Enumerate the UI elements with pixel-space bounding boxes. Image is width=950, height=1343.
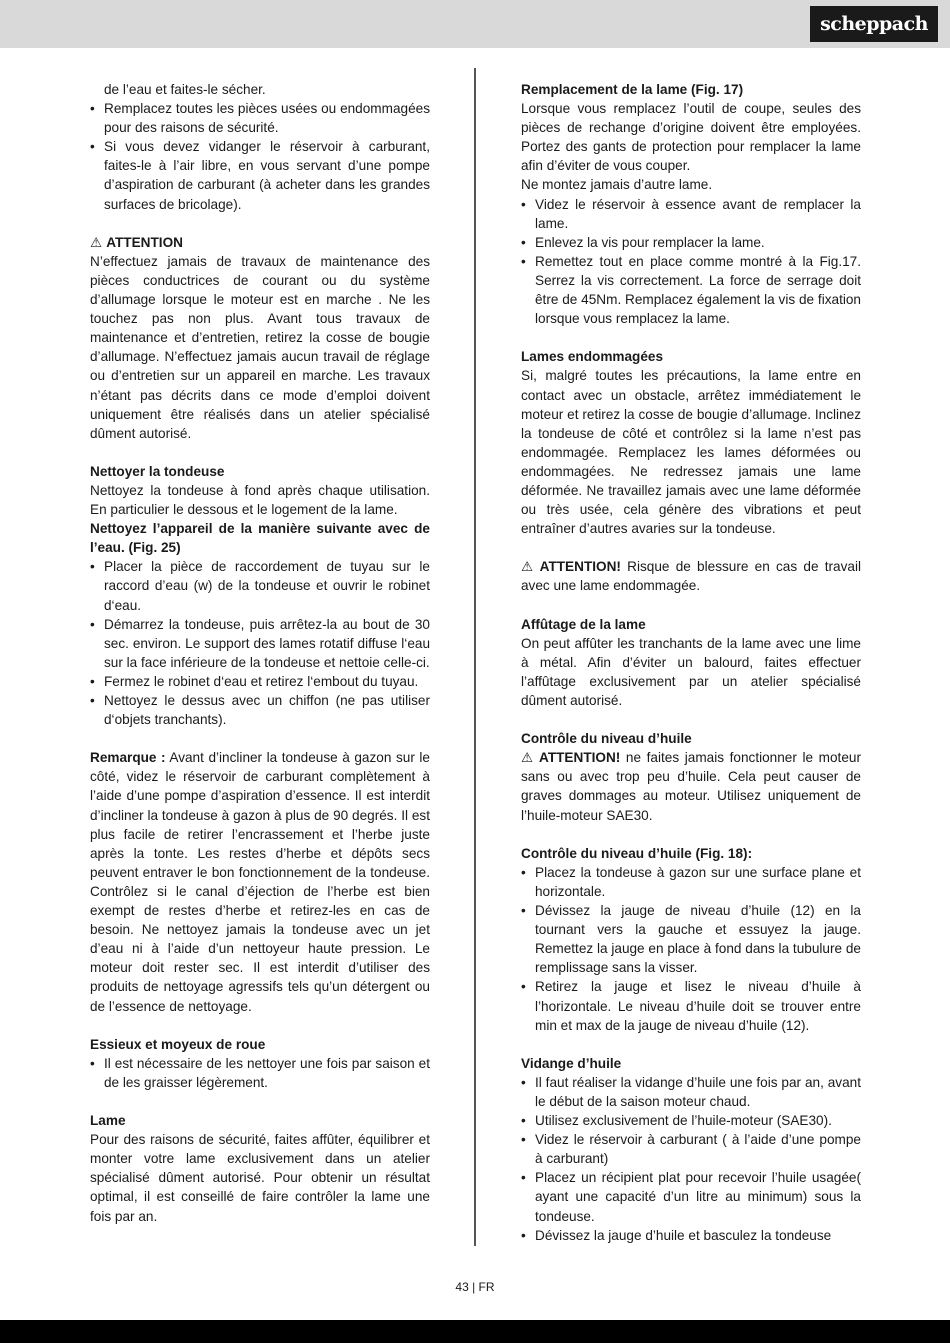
remark-paragraph <box>90 748 430 1015</box>
section-heading-replace: Remplacement de la lame (Fig. 17) <box>521 82 744 97</box>
list-item: • Placez un récipient plat pour recevoir l’huile usagée( ayant une capacité d’un litre au minimum) sous la tondeuse. <box>521 1168 861 1225</box>
attention-paragraph-3 <box>521 748 861 824</box>
section-heading-oil-fig: Contrôle du niveau d’huile (Fig. 18): <box>521 845 753 861</box>
section-heading-axles: Essieux et moyeux de roue <box>90 1036 266 1052</box>
section-heading-blade: Lame <box>90 1113 126 1129</box>
list-item: • Si vous devez vidanger le réservoir à carburant, faites-le à l’air libre, en vous servant d’une pompe d’aspiration de carburant (à acheter dans les grandes surfaces de bricolage). <box>90 137 430 213</box>
section-heading-clean: Nettoyer la tondeuse <box>90 463 225 479</box>
page-number: 43 | FR <box>455 1280 495 1294</box>
warning-icon: ⚠ <box>521 559 536 575</box>
replace-text: Lorsque vous remplacez l’outil de coupe, seules des pièces de rechange d’origine doivent être employées. Portez des gants de protection pour remplacer la lame afin d’éviter de vous couper. <box>521 101 861 174</box>
list-item: • Videz le réservoir à carburant ( à l’aide d’une pompe à carburant) <box>521 1130 861 1168</box>
list-item: • Nettoyez le dessus avec un chiffon (ne pas utiliser d‘objets tranchants). <box>90 691 430 729</box>
list-item: • Démarrez la tondeuse, puis arrêtez-la au bout de 30 sec. environ. Le support des lames rotatif diffuse l‘eau sur la face inférieure de la tondeuse et nettoie celle-ci. <box>90 615 430 672</box>
damaged-text: Si, malgré toutes les précautions, la lame entre en contact avec un obstacle, arrêtez immédiatement le moteur et retirez la cosse de bougie d’allumage. Inclinez la tondeuse de côté et contrôlez si la lame n’est pas endommagée. Remplacez les lames déformées ou endommagées. Ne redressez jamais une lame déformée. Ne travaillez jamais avec une lame déformée ou très usée, cela génère des vibrations et peut entraîner d’autres avaries sur la tondeuse. <box>521 368 861 537</box>
replace-list <box>521 195 861 329</box>
clean-text: Nettoyez la tondeuse à fond après chaque utilisation. En particulier le dessous et le logement de la lame. <box>90 482 430 518</box>
attention-text: Risque de blessure en cas de travail avec une lame endommagée. <box>521 559 862 594</box>
remark-text: Avant d’incliner la tondeuse à gazon sur le côté, videz le réservoir de carburant complètement à l’aide d’une pompe d’aspiration d’essence. Il est interdit d’incliner la tondeuse à gazon à plus de 90 degrés. Il est plus facile de retirer l’encrassement et l’herbe juste après la tonte. Les restes d’herbe et dépôts secs peuvent entraver le bon fonctionnement de la tondeuse. Contrôlez si le canal d’éjection de l’herbe est bien exempt de restes d’herbe et retirez-les en cas de besoin. Ne nettoyez jamais la tondeuse avec un jet d’eau ni à l’aide d’un nettoyeur haute pression. Le moteur doit rester sec. Il est interdit d’utiliser des produits de nettoyage agressifs tels qu’un détergent ou de l’essence de nettoyage. <box>90 750 430 1014</box>
list-item: • Il est nécessaire de les nettoyer une fois par saison et de les graisser légèrement. <box>90 1054 430 1092</box>
list-item: • Utilisez exclusivement de l’huile-moteur (SAE30). <box>521 1111 861 1130</box>
section-heading-damaged: Lames endommagées <box>521 349 664 365</box>
attention-paragraph-2 <box>521 557 861 595</box>
axles-list <box>90 1054 430 1092</box>
list-item: • Remettez tout en place comme montré à la Fig.17. Serrez la vis correctement. La force de serrage doit être de 45Nm. Remplacez également la vis de fixation lorsque vous remplacez la lame. <box>521 252 861 328</box>
replace-text-2: Ne montez jamais d’autre lame. <box>521 177 713 193</box>
column-divider <box>474 68 476 1246</box>
section-heading-drain: Vidange d’huile <box>521 1055 622 1071</box>
list-item: • Il faut réaliser la vidange d’huile une fois par an, avant le début de la saison moteur chaud. <box>521 1073 861 1111</box>
continued-line: de l’eau et faites-le sécher. <box>104 82 266 97</box>
list-item: • Enlevez la vis pour remplacer la lame. <box>521 233 861 252</box>
list-item: • Retirez la jauge et lisez le niveau d’huile à l’horizontale. Le niveau d’huile doit se trouver entre min et max de la jauge de niveau d’huile (12). <box>521 977 861 1034</box>
section-heading-oil: Contrôle du niveau d’huile <box>521 731 692 747</box>
attention-label: ATTENTION! <box>539 559 621 575</box>
remark-label: Remarque : <box>90 750 166 766</box>
drain-list <box>521 1073 861 1245</box>
bullet-list-top <box>90 99 430 214</box>
clean-bold-text: Nettoyez l’appareil de la manière suivante avec de l’eau. (Fig. 25) <box>90 521 430 556</box>
list-item: • Dévissez la jauge de niveau d’huile (12) en la tournant vers la gauche et essuyez la jauge. Remettez la jauge en place à fond dans la tubulure de remplissage sans la visser. <box>521 901 861 977</box>
right-column <box>521 80 861 1245</box>
list-item: • Videz le réservoir à essence avant de remplacer la lame. <box>521 195 861 233</box>
brand-logo: scheppach <box>810 6 938 42</box>
footer-bar <box>0 1320 950 1343</box>
warning-icon: ⚠ <box>90 234 103 250</box>
attention-heading <box>90 233 430 252</box>
sharpen-text: On peut affûter les tranchants de la lame avec une lime à métal. Afin d’éviter un balourd, faites effectuer l’affûtage exclusivement par un atelier spécialisé dûment autorisé. <box>521 635 861 708</box>
oil-list <box>521 863 861 1035</box>
section-heading-sharpen: Affûtage de la lame <box>521 616 646 632</box>
attention-text: ne faites jamais fonctionner le moteur sans ou avec trop peu d’huile. Cela peut causer de graves dommages au moteur. Utilisez uniquement de l’huile-moteur SAE30. <box>521 750 861 823</box>
attention-text: N’effectuez jamais de travaux de maintenance des pièces conductrices de courant ou du système d’allumage lorsque le moteur est en marche . Ne les touchez pas non plus. Avant tous travaux de maintenance et d’entretien, retirez la cosse de bougie d’allumage. N’effectuez jamais aucun travail de réglage ou d’entretien sur un appareil en marche. Les travaux n’étant pas décrits dans ce mode d’emploi doivent uniquement être réalisés dans un atelier spécialisé dûment autorisé. <box>90 253 430 441</box>
list-item: • Remplacez toutes les pièces usées ou endommagées pour des raisons de sécurité. <box>90 99 430 137</box>
attention-title: ATTENTION <box>106 234 183 250</box>
attention-label: ATTENTION! <box>539 750 621 766</box>
blade-text: Pour des raisons de sécurité, faites affûter, équilibrer et monter votre lame exclusivement dans un atelier spécialisé dûment autorisé. Pour obtenir un résultat optimal, il est conseillé de faire contrôler la lame une fois par an. <box>90 1132 430 1224</box>
list-item: • Placez la tondeuse à gazon sur une surface plane et horizontale. <box>521 863 861 901</box>
clean-list <box>90 557 430 729</box>
list-item: • Placer la pièce de raccordement de tuyau sur le raccord d’eau (w) de la tondeuse et ouvrir le robinet d‘eau. <box>90 557 430 614</box>
header-bar <box>0 0 950 48</box>
warning-icon: ⚠ <box>521 750 536 766</box>
list-item: • Fermez le robinet d‘eau et retirez l‘embout du tuyau. <box>90 672 430 691</box>
list-item: • Dévissez la jauge d’huile et basculez la tondeuse <box>521 1226 861 1245</box>
left-column <box>90 80 430 1226</box>
